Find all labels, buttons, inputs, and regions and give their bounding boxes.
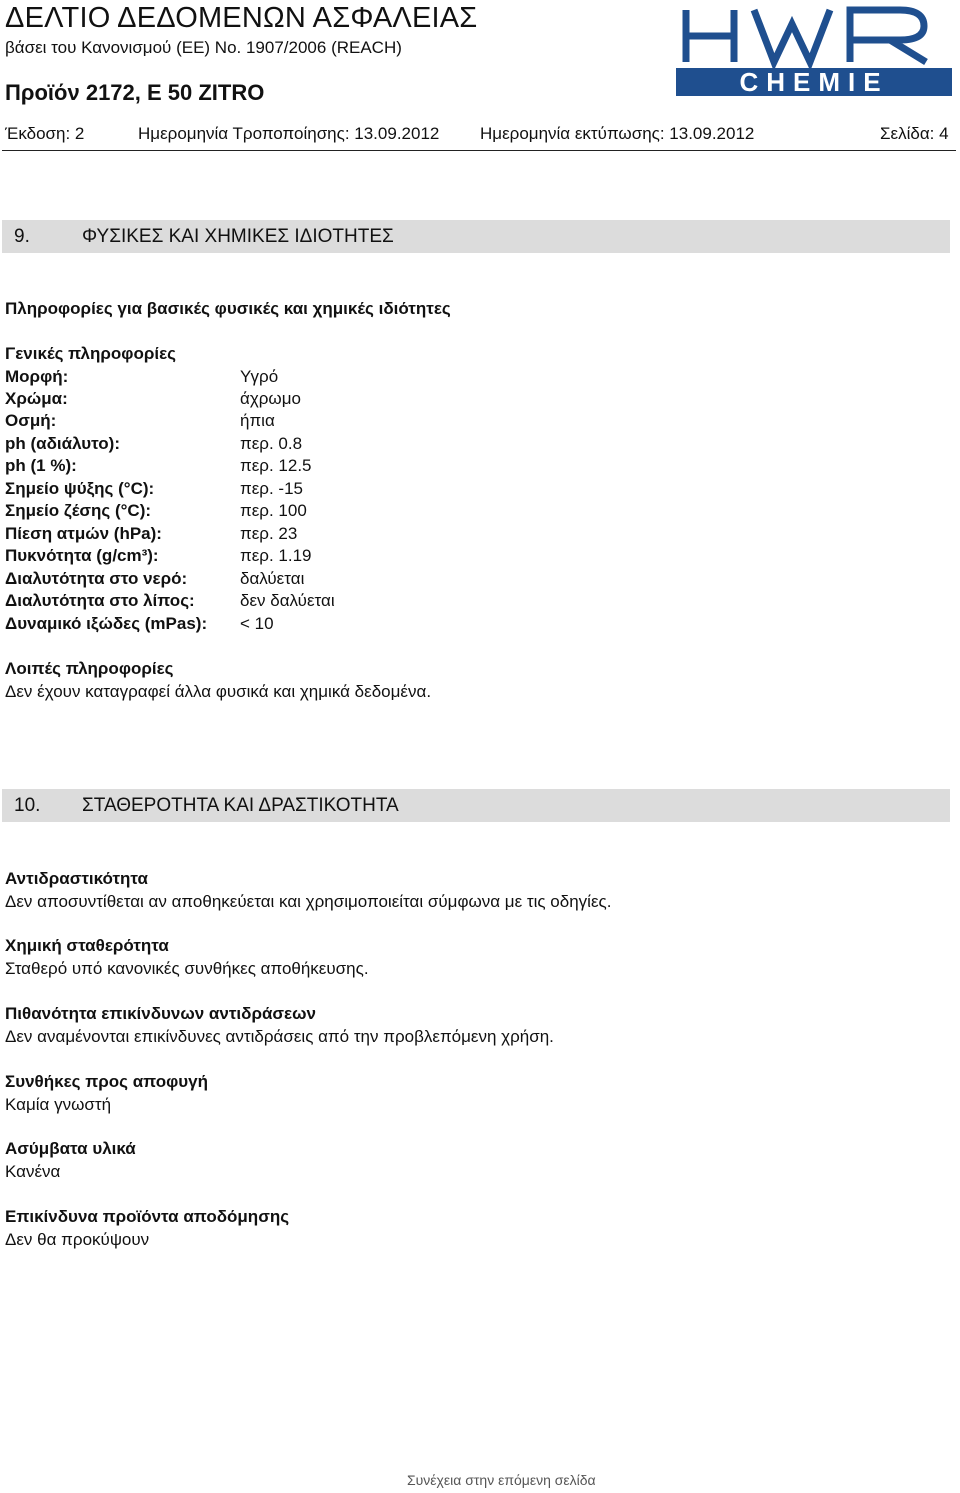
print-date: Ημερομηνία εκτύπωσης: 13.09.2012 (480, 124, 755, 143)
property-label: Πίεση ατμών (hPa): (5, 524, 162, 543)
property-label: Οσμή: (5, 411, 57, 430)
property-value: περ. 23 (240, 524, 298, 543)
other-info-text: Δεν έχουν καταγραφεί άλλα φυσικά και χημικά δεδομένα. (5, 682, 432, 701)
general-info-heading: Γενικές πληροφορίες (5, 344, 176, 363)
incompatible-materials-heading: Ασύμβατα υλικά (5, 1139, 136, 1158)
property-label: Δυναμικό ιξώδες (mPas): (5, 614, 208, 633)
revision-date: Ημερομηνία Τροποποίησης: 13.09.2012 (138, 124, 440, 143)
hazardous-reactions-text: Δεν αναμένονται επικίνδυνες αντιδράσεις από την προβλεπόμενη χρήση. (5, 1027, 554, 1046)
property-label: Μορφή: (5, 367, 69, 386)
basic-properties-heading: Πληροφορίες για βασικές φυσικές και χημικές ιδιότητες (5, 299, 451, 318)
continued-notice: Συνέχεια στην επόμενη σελίδα (407, 1472, 596, 1488)
property-value: < 10 (240, 614, 274, 633)
property-value: ήπια (240, 411, 275, 430)
property-value: Υγρό (240, 367, 279, 386)
property-label: ph (1 %): (5, 456, 77, 475)
regulation-subtitle: βάσει του Κανονισμού (ΕΕ) No. 1907/2006 (REACH) (5, 38, 402, 57)
property-value: περ. 100 (240, 501, 307, 520)
property-label: ph (αδιάλυτο): (5, 434, 120, 453)
section-title: ΣΤΑΘΕΡΟΤΗΤΑ ΚΑΙ ΔΡΑΣΤΙΚΟΤΗΤΑ (82, 795, 399, 816)
hwr-chemie-logo (672, 2, 956, 100)
section-number: 10. (14, 795, 41, 816)
section-title: ΦΥΣΙΚΕΣ ΚΑΙ ΧΗΜΙΚΕΣ ΙΔΙΟΤΗΤΕΣ (82, 226, 394, 247)
property-value: περ. 12.5 (240, 456, 312, 475)
reactivity-text: Δεν αποσυντίθεται αν αποθηκεύεται και χρησιμοποιείται σύμφωνα με τις οδηγίες. (5, 892, 612, 911)
chemical-stability-heading: Χημική σταθερότητα (5, 936, 169, 955)
section-9-header (2, 220, 950, 253)
svg-text:CHEMIE: CHEMIE (739, 67, 889, 97)
hazardous-reactions-heading: Πιθανότητα επικίνδυνων αντιδράσεων (5, 1004, 316, 1023)
property-value: άχρωμο (240, 389, 301, 408)
logo-graphic (672, 2, 956, 100)
chemical-stability-text: Σταθερό υπό κανονικές συνθήκες αποθήκευσης. (5, 959, 369, 978)
decomposition-products-text: Δεν θα προκύψουν (5, 1230, 150, 1249)
reactivity-heading: Αντιδραστικότητα (5, 869, 148, 888)
property-label: Σημείο ζέσης (°C): (5, 501, 152, 520)
product-name: Προϊόν 2172, E 50 ZITRO (5, 80, 265, 105)
decomposition-products-heading: Επικίνδυνα προϊόντα αποδόμησης (5, 1207, 290, 1226)
other-info-heading: Λοιπές πληροφορίες (5, 659, 174, 678)
document-title: ΔΕΛΤΙΟ ΔΕΔΟΜΕΝΩΝ ΑΣΦΑΛΕΙΑΣ (5, 2, 478, 34)
property-label: Σημείο ψύξης (°C): (5, 479, 155, 498)
property-value: περ. -15 (240, 479, 303, 498)
section-10-header (2, 789, 950, 822)
property-value: περ. 1.19 (240, 546, 312, 565)
incompatible-materials-text: Κανένα (5, 1162, 61, 1181)
header-divider (2, 150, 956, 151)
property-value: δεν δαλύεται (240, 591, 335, 610)
property-label: Χρώμα: (5, 389, 68, 408)
edition: Έκδοση: 2 (5, 124, 85, 143)
property-label: Διαλυτότητα στο λίπος: (5, 591, 195, 610)
property-label: Διαλυτότητα στο νερό: (5, 569, 188, 588)
conditions-to-avoid-text: Καμία γνωστή (5, 1095, 112, 1114)
page-number: Σελίδα: 4 (880, 124, 949, 143)
property-label: Πυκνότητα (g/cm³): (5, 546, 159, 565)
conditions-to-avoid-heading: Συνθήκες προς αποφυγή (5, 1072, 208, 1091)
section-number: 9. (14, 226, 30, 247)
property-value: περ. 0.8 (240, 434, 303, 453)
property-value: δαλύεται (240, 569, 305, 588)
